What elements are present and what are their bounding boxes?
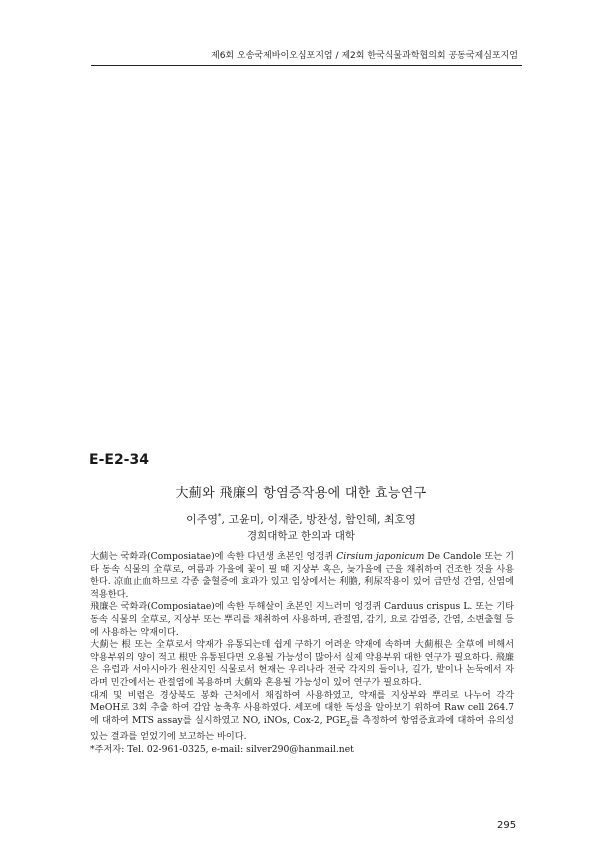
abstract-code: E-E2-34 — [89, 452, 149, 468]
header-rule — [91, 65, 522, 66]
co-authors: , 고윤미, 이재준, 방찬성, 함인혜, 최호영 — [221, 513, 416, 526]
p1-text-b: De Candole 또는 기타 동속 식물의 全草로, 여름과 가을에 꽃이 필 때 지상부 혹은, 늦가을에 근을 채취하여 건조한 것을 사용한다. 凉血止血하므로 각종 출혈증에 효과가 있고 임상에서는 利膽, 利尿작용이 있어 급만성 간염, 신염에 적용한다. — [90, 551, 514, 600]
abstract-paragraph-3: 大薊는 根 또는 全草로서 약재가 유통되는데 쉽게 구하기 어려운 약재에 속하며 大薊根은 全草에 비해서 약용부위의 양이 적고 根만 유통된다면 오용될 가능성이 많아서 실제 약용부위 대한 연구가 필요하다. 飛廉은 유럽과 서아시아가 원산지인 식물로서 현재는 우리나라 전국 각지의 들이나, 길가, 밭이나 논둑에서 자라며 민간에서는 관절염에 복용하며 大薊와 혼용될 가능성이 있어 연구가 필요하다. — [90, 639, 514, 688]
contact-info: *주저자: Tel. 02-961-0325, e-mail: silver290@hanmail.net — [90, 743, 354, 755]
running-header: 제6회 오송국제바이오심포지엄 / 제2회 한국식물과학협의회 공동국제심포지엄 — [211, 51, 518, 61]
corresponding-mark: * — [218, 512, 222, 521]
corresponding-author: 이주영 — [186, 513, 219, 526]
p4-text-b: 를 측정하여 항염증효과에 대하여 유의성 있는 결과를 얻었기에 보고하는 바이다. — [90, 714, 514, 743]
abstract-paragraph-1 — [90, 551, 514, 601]
affiliation: 경희대학교 한의과 대학 — [246, 530, 356, 542]
abstract-paragraph-4 — [90, 690, 514, 744]
abstract-body — [90, 551, 514, 756]
p1-text-a: 大薊는 국화과(Composiatae)에 속한 다년생 초본인 엉겅퀴 — [90, 551, 337, 562]
latin-name: Cirsium japonicum — [336, 551, 425, 562]
page-number: 295 — [497, 820, 517, 831]
p4-text-a: 대계 및 비렴은 경상북도 봉화 근처에서 채집하여 사용하였고, 약재를 지상부와 뿌리로 나누어 각각 MeOH로 3회 추출 하여 감압 농축후 사용하였다. 세포에 대한 독성을 알아보기 위하여 Raw cell 264.7 에 대하여 MTS assay를 실시하였고 NO, iNOs, Cox-2, PGE — [90, 689, 514, 726]
pge-subscript: 2 — [346, 720, 350, 728]
author-list — [89, 511, 513, 527]
paper-title: 大薊와 飛廉의 항염증작용에 대한 효능연구 — [175, 486, 427, 501]
abstract-paragraph-2: 飛廉은 국화과(Composiatae)에 속한 두해살이 초본인 지느러미 엉겅퀴 Carduus crispus L. 또는 기타 동속 식물의 全草로, 지상부 또는 뿌리를 채취하여 사용하며, 관절염, 감기, 요로 감염증, 간염, 소변출혈 등에 사용하는 약재이다. — [90, 601, 514, 638]
